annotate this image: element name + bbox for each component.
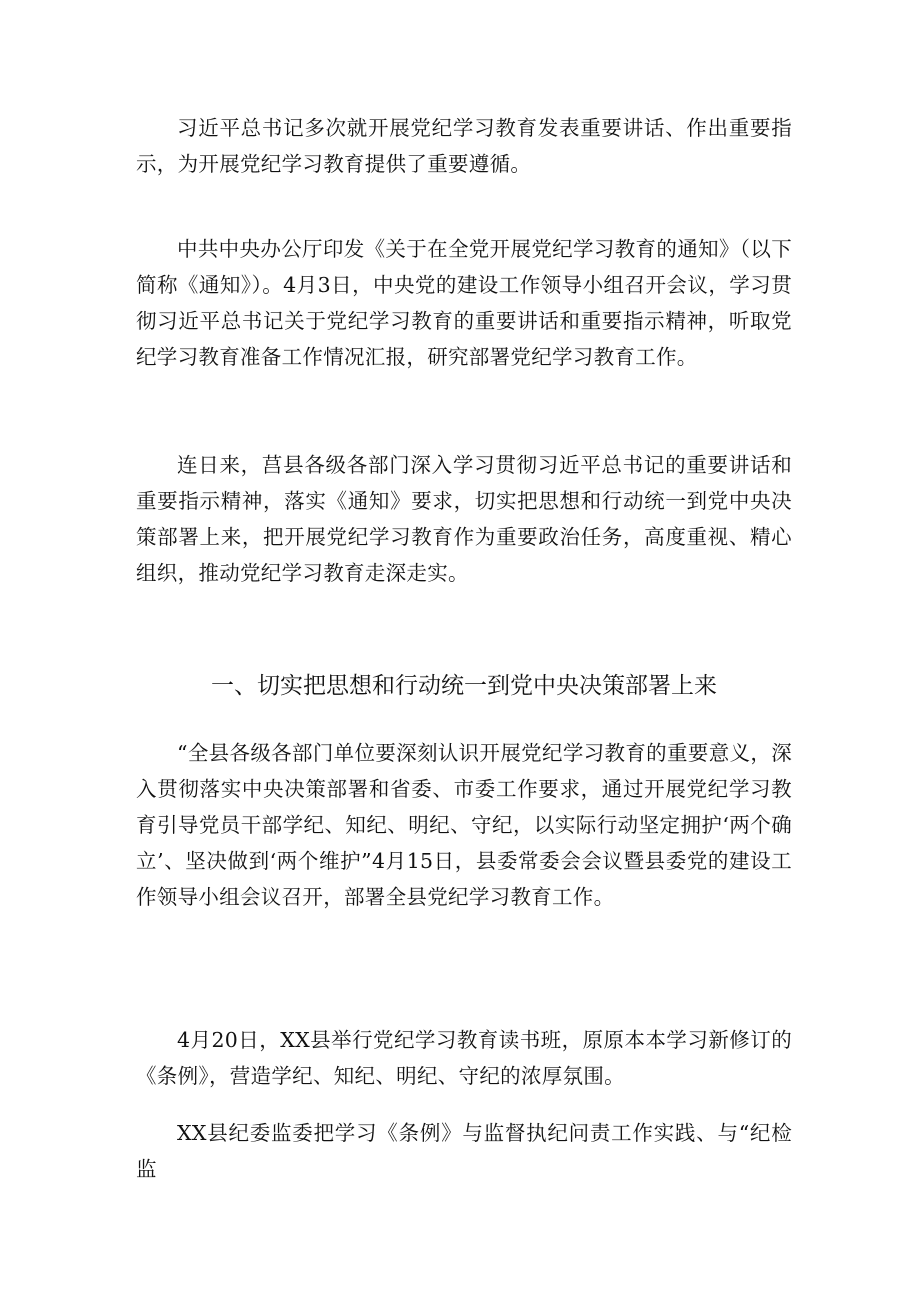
paragraph-2: 中共中央办公厅印发《关于在全党开展党纪学习教育的通知》（以下简称《通知》）。4月3日，中央党的建设工作领导小组召开会议，学习贯彻习近平总书记关于党纪学习教育的重要讲话和重要指示精神，听取党纪学习教育准备工作情况汇报，研究部署党纪学习教育工作。 xyxy=(136,237,792,369)
section-paragraph-2: 4月20日，XX县举行党纪学习教育读书班，原原本本学习新修订的《条例》，营造学纪、知纪、明纪、守纪的浓厚氛围。 xyxy=(136,1028,792,1088)
paragraph-3: 连日来，莒县各级各部门深入学习贯彻习近平总书记的重要讲话和重要指示精神，落实《通知》要求，切实把思想和行动统一到党中央决策部署上来，把开展党纪学习教育作为重要政治任务，高度重视、精心组织，推动党纪学习教育走深走实。 xyxy=(136,453,792,585)
paragraph-1: 习近平总书记多次就开展党纪学习教育发表重要讲话、作出重要指示，为开展党纪学习教育提供了重要遵循。 xyxy=(136,116,792,176)
section-paragraph-1: “全县各级各部门单位要深刻认识开展党纪学习教育的重要意义，深入贯彻落实中央决策部署和省委、市委工作要求，通过开展党纪学习教育引导党员干部学纪、知纪、明纪、守纪，以实际行动坚定拥护‘两个确立’、坚决做到‘两个维护”4月15日，县委常委会会议暨县委党的建设工作领导小组会议召开，部署全县党纪学习教育工作。 xyxy=(136,741,792,909)
section-paragraph-3: XX县纪委监委把学习《条例》与监督执纪问责工作实践、与“纪检监 xyxy=(136,1121,792,1181)
section-heading: 一、切实把思想和行动统一到党中央决策部署上来 xyxy=(211,673,717,699)
